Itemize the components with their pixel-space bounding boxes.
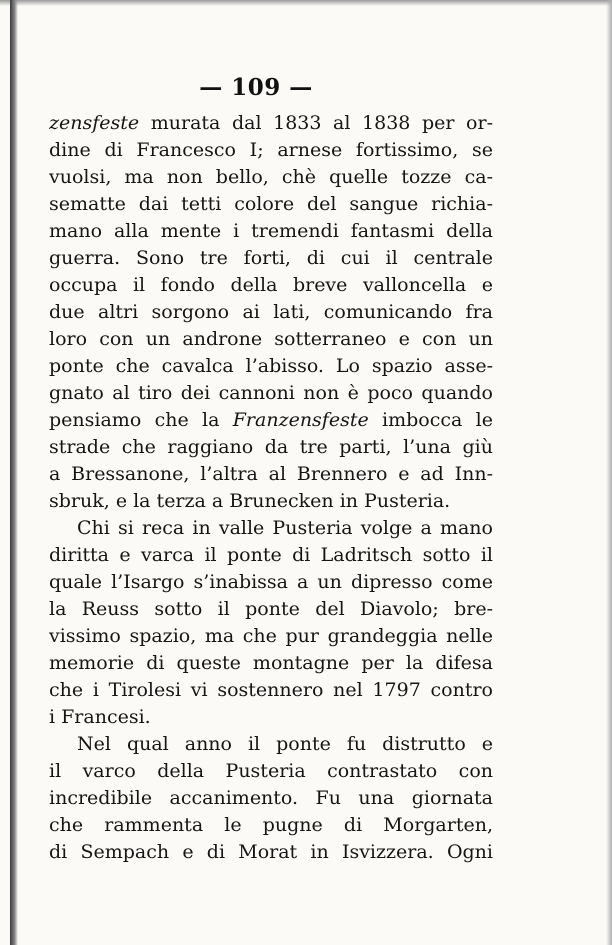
text-line [49,596,493,623]
text-segment: memorie di queste montagne per la difesa [49,652,493,674]
text-line [49,677,493,704]
text-line [49,731,493,758]
text-line [49,785,493,812]
text-segment: dine di Francesco I; arnese fortissimo, se [49,139,493,161]
text-line [49,488,493,515]
text-segment: imbocca le [368,409,493,431]
text-line [49,218,493,245]
italic-text: zensfeste [49,112,140,134]
text-segment: che rammenta le pugne di Morgarten, [49,814,493,836]
page-top-edge-shadow [0,0,612,6]
text-segment: loro con un androne sotterraneo e con un [49,328,493,350]
text-line [49,137,493,164]
text-segment: pensiamo che la [49,409,233,431]
text-line [49,191,493,218]
text-segment: quale l’Isargo s’inabissa a un dipresso come [49,571,493,593]
text-segment: la Reuss sotto il ponte del Diavolo; bre- [49,598,493,620]
text-line [49,434,493,461]
text-segment: i Francesi. [49,706,151,728]
text-segment: vuolsi, ma non bello, chè quelle tozze ca- [49,166,493,188]
text-segment: diritta e varca il ponte di Ladritsch sotto il [49,544,493,566]
text-segment: gnato al tiro dei cannoni non è poco quando [49,382,493,404]
text-line [49,839,493,866]
text-segment: a Bressanone, l’altra al Brennero e ad Inn- [49,463,493,485]
text-line [49,461,493,488]
text-line [49,623,493,650]
text-line [49,353,493,380]
text-line [49,650,493,677]
text-segment: occupa il fondo della breve valloncella e [49,274,493,296]
text-segment: Chi si reca in valle Pusteria volge a mano [77,517,493,539]
text-segment: due altri sorgono ai lati, comunicando fra [49,301,493,323]
text-line [49,110,493,137]
text-line [49,407,493,434]
text-line [49,380,493,407]
text-segment: Nel qual anno il ponte fu distrutto e [77,733,493,755]
page-right-edge-shadow [606,0,612,945]
text-segment: guerra. Sono tre forti, di cui il centrale [49,247,493,269]
text-segment: murata dal 1833 al 1838 per or- [139,112,493,134]
text-segment: vissimo spazio, ma che pur grandeggia nelle [49,625,493,647]
text-segment: strade che raggiano da tre parti, l’una giù [49,436,493,458]
text-segment: sematte dai tetti colore del sangue richia- [49,193,493,215]
text-segment: di Sempach e di Morat in Isvizzera. Ogni [49,841,493,863]
text-line [49,758,493,785]
text-line [49,542,493,569]
text-line [49,812,493,839]
text-line [49,515,493,542]
page-binding-shadow [10,0,18,945]
text-segment: che i Tirolesi vi sostennero nel 1797 contro [49,679,493,701]
text-line [49,326,493,353]
body-text [49,110,493,866]
text-line [49,704,493,731]
text-segment: ponte che cavalca l’abisso. Lo spazio asse- [49,355,493,377]
text-line [49,245,493,272]
page-number: — 109 — [199,74,313,101]
italic-text: Franzensfeste [232,409,369,431]
text-line [49,272,493,299]
text-segment: incredibile accanimento. Fu una giornata [49,787,493,809]
text-segment: sbruk, e la terza a Brunecken in Pusteria. [49,490,451,512]
text-segment: il varco della Pusteria contrastato con [49,760,493,782]
text-segment: mano alla mente i tremendi fantasmi della [49,220,493,242]
text-line [49,299,493,326]
text-line [49,164,493,191]
text-line [49,569,493,596]
